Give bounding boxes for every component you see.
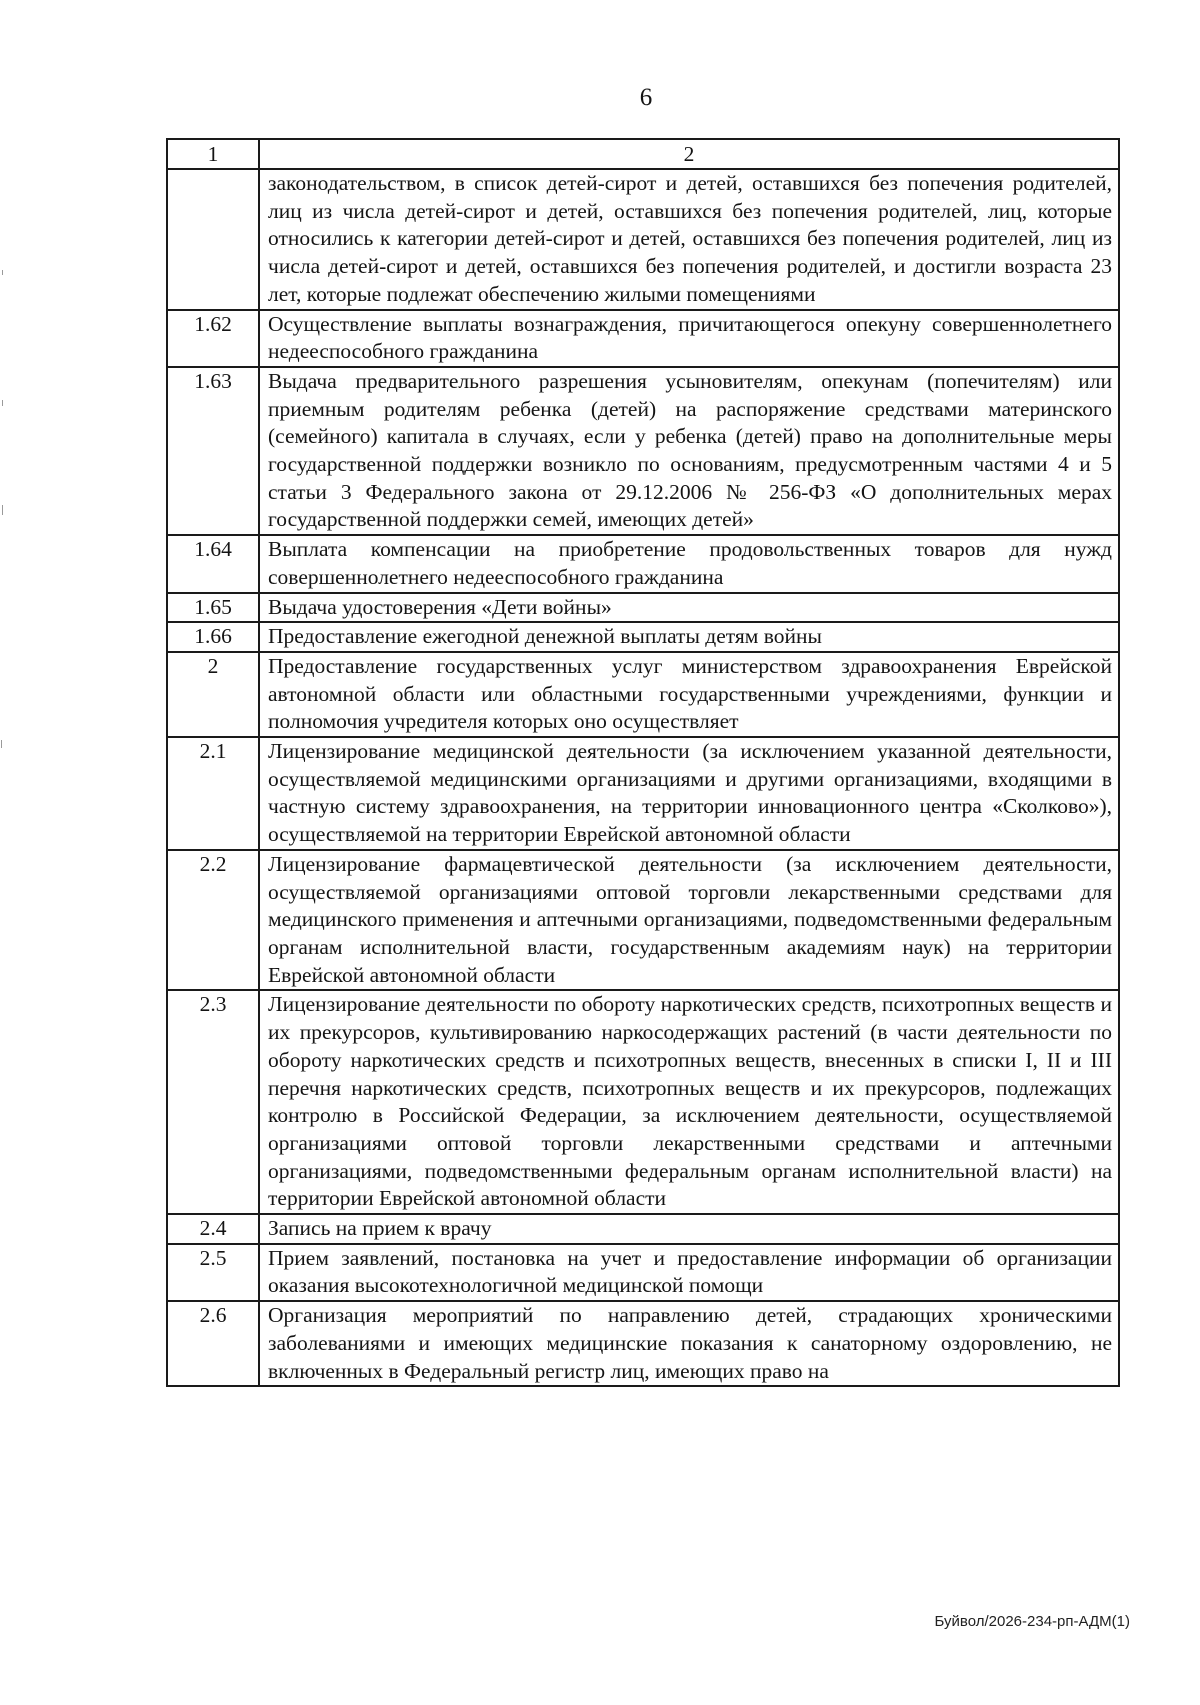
table-row [167,990,1119,1214]
services-table [166,138,1120,1387]
row-number: 1.62 [167,310,259,367]
header-col-number: 1 [167,139,259,169]
row-text: законодательством, в список детей-сирот и детей, оставшихся без попечения родителей, лиц из числа детей-сирот и детей, оставшихся без попечения родителей, лиц, которые относились к категории детей-сирот и детей, оставшихся без попечения родителей, лиц из числа детей-сирот и детей, оставшихся без попечения родителей, и достигли возраста 23 лет, которые подлежат обеспечению жилыми помещениями [259,169,1119,310]
row-text: Выдача предварительного разрешения усыновителям, опекунам (попечителям) или приемным родителям ребенка (детей) на распоряжение средствами материнского (семейного) капитала в случаях, если у ребенка (детей) право на дополнительные меры государственной поддержки возникло по основаниям, предусмотренным частями 4 и 5 статьи 3 Федерального закона от 29.12.2006 № 256-ФЗ «О дополнительных мерах государственной поддержки семей, имеющих детей» [259,367,1119,535]
row-number: 1.66 [167,622,259,652]
row-text: Прием заявлений, постановка на учет и предоставление информации об организации оказания высокотехнологичной медицинской помощи [259,1244,1119,1301]
row-text: Осуществление выплаты вознаграждения, причитающегося опекуну совершеннолетнего недееспособного гражданина [259,310,1119,367]
table-row [167,1214,1119,1244]
table-row [167,1301,1119,1386]
row-number: 2.5 [167,1244,259,1301]
scan-edge-mark [2,505,3,515]
row-text: Лицензирование медицинской деятельности (за исключением указанной деятельности, осуществляемой медицинскими организациями и другими организациями, входящими в частную систему здравоохранения, на территории инновационного центра «Сколково»), осуществляемой на территории Еврейской автономной области [259,737,1119,850]
row-text: Лицензирование деятельности по обороту наркотических средств, психотропных веществ и их прекурсоров, культивированию наркосодержащих растений (в части деятельности по обороту наркотических средств и психотропных веществ, внесенных в списки I, II и III перечня наркотических средств, психотропных веществ и их прекурсоров, подлежащих контролю в Российской Федерации, за исключением деятельности, осуществляемой организациями оптовой торговли лекарственными средствами и аптечными организациями, подведомственными федеральным органам исполнительной власти) на территории Еврейской автономной области [259,990,1119,1214]
scan-edge-mark [2,400,3,406]
row-text: Выплата компенсации на приобретение продовольственных товаров для нужд совершеннолетнего недееспособного гражданина [259,535,1119,592]
scan-edge-mark [1,740,2,748]
table-row [167,367,1119,535]
row-number: 2.4 [167,1214,259,1244]
table-row [167,622,1119,652]
table-row [167,535,1119,592]
row-text: Выдача удостоверения «Дети войны» [259,593,1119,623]
table-header-row [167,139,1119,169]
table-row [167,593,1119,623]
table-row [167,737,1119,850]
table-row [167,652,1119,737]
row-text: Организация мероприятий по направлению детей, страдающих хроническими заболеваниями и имеющих медицинские показания к санаторному оздоровлению, не включенных в Федеральный регистр лиц, имеющих право на [259,1301,1119,1386]
row-number: 2.3 [167,990,259,1214]
document-id-footer: Буйвол/2026-234-рп-АДМ(1) [934,1613,1130,1630]
row-number: 1.64 [167,535,259,592]
scan-edge-mark [2,270,3,275]
row-text: Предоставление ежегодной денежной выплаты детям войны [259,622,1119,652]
page-number: 6 [639,84,653,111]
row-number: 2 [167,652,259,737]
row-number: 2.1 [167,737,259,850]
table-row [167,850,1119,991]
header-col-service: 2 [259,139,1119,169]
row-text: Предоставление государственных услуг министерством здравоохранения Еврейской автономной области или областными государственными учреждениями, функции и полномочия учредителя которых оно осуществляет [259,652,1119,737]
row-number [167,169,259,310]
table-row [167,169,1119,310]
row-number: 2.6 [167,1301,259,1386]
table-row [167,1244,1119,1301]
row-text: Запись на прием к врачу [259,1214,1119,1244]
row-text: Лицензирование фармацевтической деятельности (за исключением деятельности, осуществляемой организациями оптовой торговли лекарственными средствами для медицинского применения и аптечными организациями, подведомственными федеральным органам исполнительной власти, государственным академиям наук) на территории Еврейской автономной области [259,850,1119,991]
row-number: 1.65 [167,593,259,623]
row-number: 1.63 [167,367,259,535]
table-row [167,310,1119,367]
row-number: 2.2 [167,850,259,991]
